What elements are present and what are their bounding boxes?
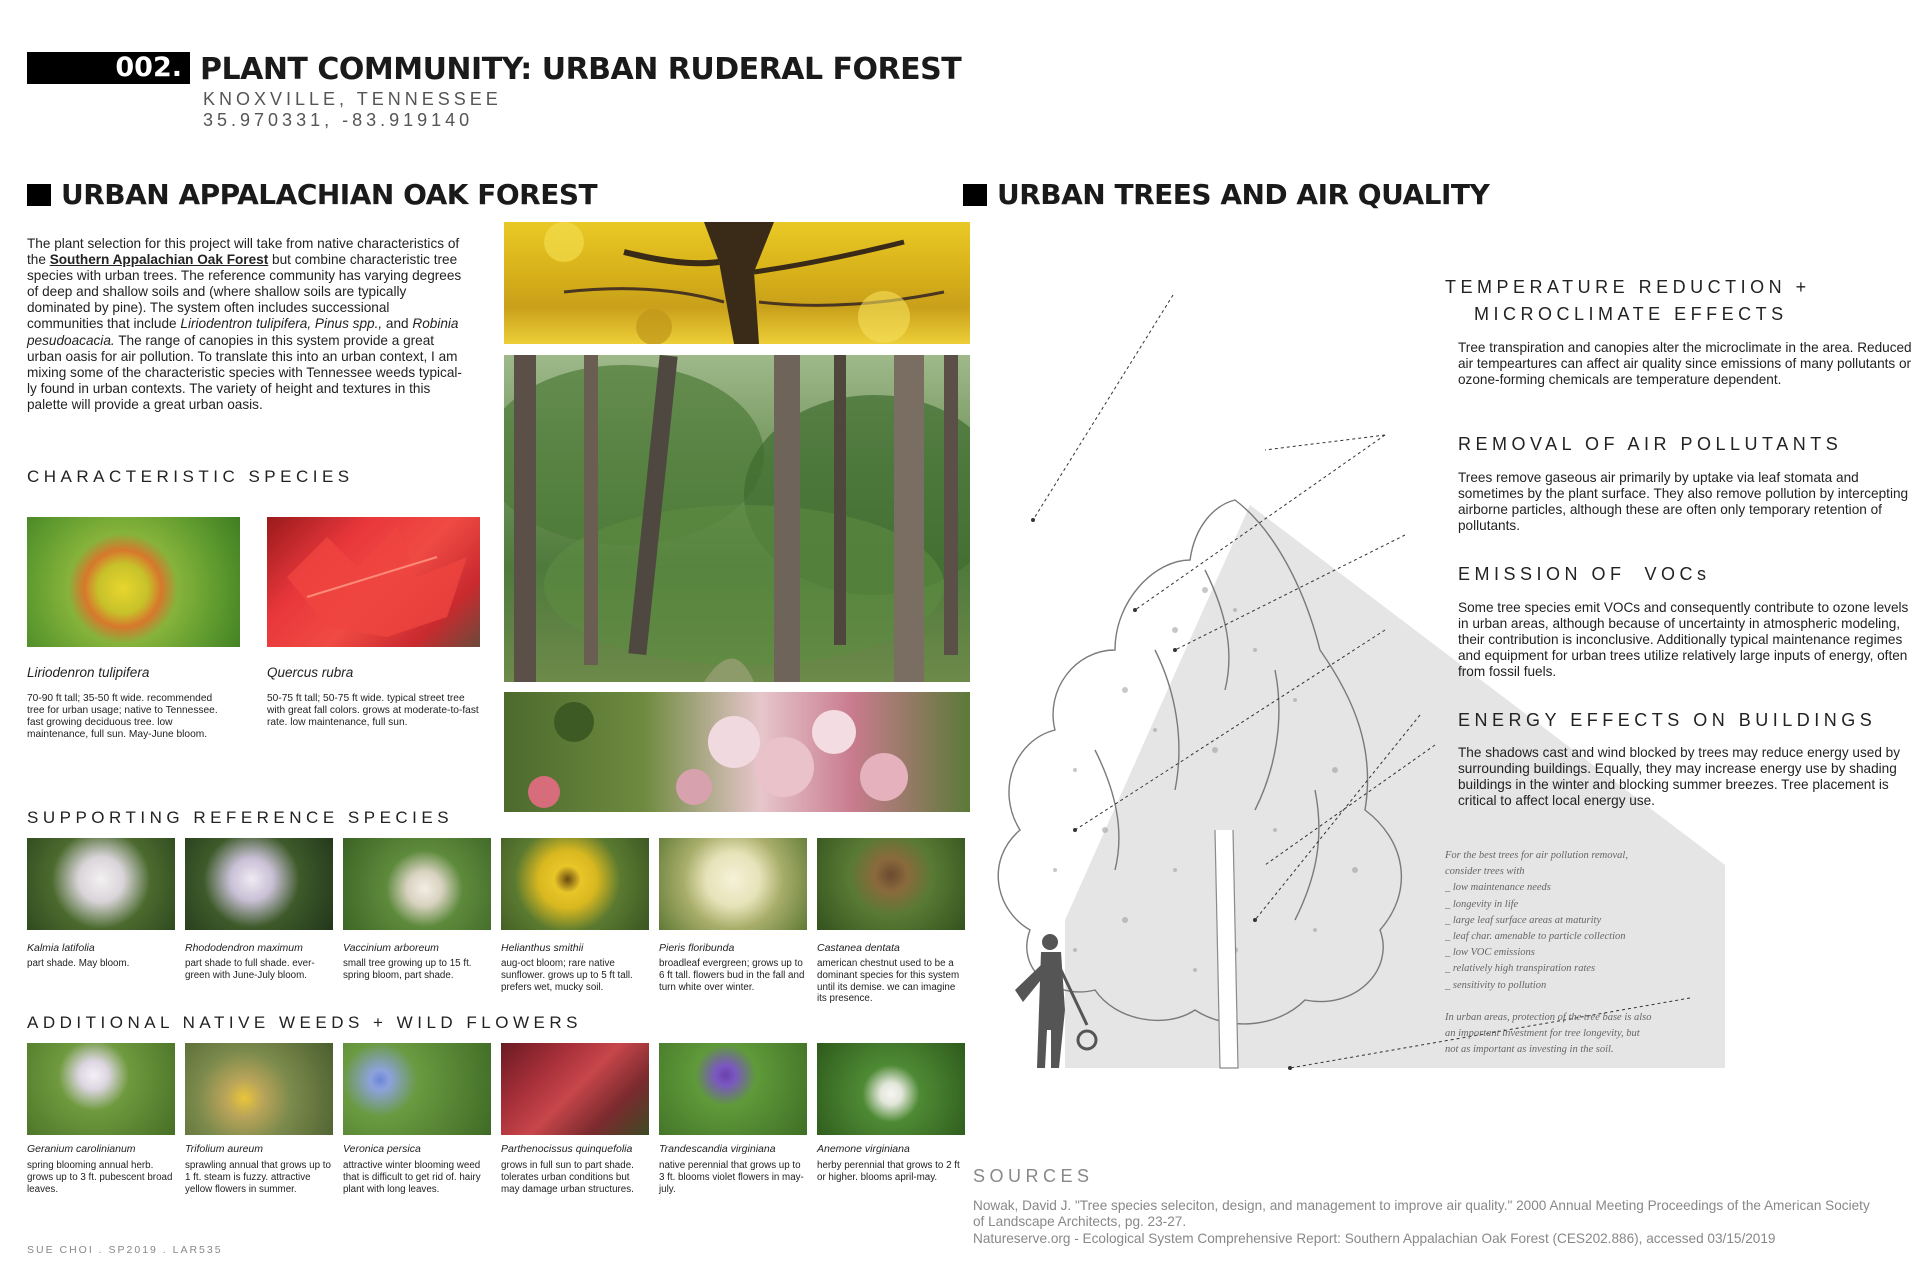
oak-forest-link[interactable]: Southern Appalachian Oak Forest — [49, 252, 269, 268]
species-description: part shade to full shade. evergreen with June-July bloom. — [185, 958, 315, 981]
characteristic-heading: CHARACTERISTIC SPECIES — [27, 467, 354, 486]
species-name: Kalmia latifolia — [27, 942, 95, 954]
yellow-canopy-photo — [504, 222, 970, 344]
note-line: not as important as investing in the soil. — [1445, 1044, 1614, 1056]
heading-square-icon — [963, 184, 987, 206]
tradescantia-photo — [659, 1043, 807, 1135]
rhododendron-photo — [185, 838, 333, 930]
geranium-photo — [27, 1043, 175, 1135]
species-description: grows in full sun to part shade. tolerates urban conditions but may damage urban structures. — [501, 1160, 634, 1195]
species-name: Liriodenron tulipifera — [27, 665, 150, 680]
species-description: herby perennial that grows to 2 ft or higher. blooms april-may. — [817, 1160, 960, 1183]
species-name: Helianthus smithii — [501, 942, 584, 954]
location-label: KNOXVILLE, TENNESSEE — [203, 89, 502, 109]
red-oak-photo — [267, 517, 480, 647]
species-description: attractive winter blooming weed that is difficult to get rid of. hairy plant with long leaves. — [343, 1160, 481, 1195]
weeds-heading: ADDITIONAL NATIVE WEEDS + WILD FLOWERS — [27, 1013, 582, 1032]
note-line: an important investment for tree longevity, but — [1445, 1028, 1640, 1040]
oak-forest-heading — [27, 178, 597, 212]
species-name: Rhododendron maximum — [185, 942, 303, 954]
note-line: _ large leaf surface areas at maturity — [1445, 914, 1602, 926]
effect-text: Tree transpiration and canopies alter the microclimate in the area. Reduced air tempeartures can affect air quality since emissions of many pollutants or ozone-forming chemicals are temperature dependent. — [1458, 340, 1912, 387]
tree-selection-note — [1445, 848, 1665, 1058]
intro-paragraph — [27, 236, 467, 413]
species-name: Geranium carolinianum — [27, 1143, 136, 1155]
intro-species-2: Robinia pesudoacacia. — [27, 316, 459, 348]
coordinates-label: 35.970331, -83.919140 — [203, 110, 474, 130]
forest-photo — [504, 355, 970, 682]
species-description: broadleaf evergreen; grows up to 6 ft tall. flowers bud in the fall and turn white over winter. — [659, 958, 805, 993]
species-name: Parthenocissus quinquefolia — [501, 1143, 633, 1155]
species-description: american chestnut used to be a dominant species for this system until its demise. we can imagine its presence. — [817, 958, 960, 1005]
kalmia-photo — [27, 838, 175, 930]
species-description: spring blooming annual herb. grows up to 3 ft. pubescent broad leaves. — [27, 1160, 173, 1195]
vaccinium-photo — [343, 838, 491, 930]
mountain-laurel-photo — [504, 692, 970, 812]
trifolium-photo — [185, 1043, 333, 1135]
note-line: _ low VOC emissions — [1445, 947, 1535, 959]
heading-square-icon — [27, 184, 51, 206]
tulip-tree-photo — [27, 517, 240, 647]
intro-text-3: and — [382, 316, 413, 332]
note-line: _ low maintenance needs — [1445, 882, 1551, 894]
sources-heading: SOURCES — [973, 1166, 1094, 1186]
intro-species-1: Liriodentron tulipifera, Pinus spp., — [180, 316, 383, 332]
intro-text-1: The plant selection for this project will take from native characteristics of the — [27, 236, 460, 268]
parthenocissus-photo — [501, 1043, 649, 1135]
effect-text: Trees remove gaseous air primarily by uptake via leaf stomata and sometimes by the plant surface. They also remove pollution by intercepting airborne particles, although these are often only temporary retention of pollutants. — [1458, 470, 1909, 533]
effect-text: Some tree species emit VOCs and consequently contribute to ozone levels in urban areas, although because of uncertainty in atmospheric modeling, their contribution is inconclusive. Additionally typical maintenance regimes and equipment for urban trees utilize relatively large inputs of energy, often from fossil fuels. — [1458, 600, 1909, 679]
species-name: Trifolium aureum — [185, 1143, 263, 1155]
air-quality-heading — [963, 178, 1489, 212]
species-description: native perennial that grows up to 3 ft. blooms violet flowers in may-july. — [659, 1160, 804, 1195]
page-title: PLANT COMMUNITY: URBAN RUDERAL FOREST — [200, 52, 962, 87]
supporting-heading: SUPPORTING REFERENCE SPECIES — [27, 808, 454, 827]
sheet-number: 002. — [115, 52, 182, 83]
species-description: small tree growing up to 15 ft. spring bloom, part shade. — [343, 958, 472, 981]
pieris-photo — [659, 838, 807, 930]
species-name: Castanea dentata — [817, 942, 900, 954]
intro-text-4: The range of canopies in this system provide a great urban oasis for air pollution. To translate this into an urban context, I am mixing some of the characteristic species with Tennessee weeds typically found in urban contexts. The variety of height and textures in this palette will provide a great urban oasis. — [27, 332, 462, 412]
species-name: Anemone virginiana — [817, 1143, 910, 1155]
source-citation: Nowak, David J. "Tree species seleciton, design, and management to improve air quality." 2000 Annual Meeting Proceedings of the American Society of Landscape Architects, pg. 23-27. — [973, 1198, 1870, 1229]
note-line: _ longevity in life — [1445, 898, 1519, 910]
species-name: Veronica persica — [343, 1143, 421, 1155]
species-description: 50-75 ft tall; 50-75 ft wide. typical street tree with great fall colors. grows at moderate-to-fast rate. low maintenance, full sun. — [267, 693, 479, 728]
oak-forest-heading-text: URBAN APPALACHIAN OAK FOREST — [61, 178, 598, 211]
note-spacer — [1445, 994, 1665, 1010]
note-line: _ sensitivity to pollution — [1445, 979, 1547, 991]
note-line: _ leaf char. amenable to particle collection — [1445, 931, 1626, 943]
sheet-number-badge — [27, 52, 190, 84]
castanea-photo — [817, 838, 965, 930]
anemone-photo — [817, 1043, 965, 1135]
species-description: sprawling annual that grows up to 1 ft. steam is fuzzy. attractive yellow flowers in summer. — [185, 1160, 331, 1195]
air-quality-heading-text: URBAN TREES AND AIR QUALITY — [997, 178, 1490, 211]
veronica-photo — [343, 1043, 491, 1135]
note-line: consider trees with — [1445, 866, 1525, 878]
effect-title: REMOVAL OF AIR POLLUTANTS — [1458, 434, 1843, 454]
note-line: _ relatively high transpiration rates — [1445, 963, 1596, 975]
species-description: part shade. May bloom. — [27, 958, 130, 969]
note-line: For the best trees for air pollution removal, — [1445, 850, 1628, 861]
source-citation: Natureserve.org - Ecological System Comprehensive Report: Southern Appalachian Oak Forest (CES202.886), accessed 03/15/2019 — [973, 1231, 1776, 1246]
species-name: Pieris floribunda — [659, 942, 735, 954]
species-description: aug-oct bloom; rare native sunflower. grows up to 5 ft tall. prefers wet, mucky soil. — [501, 958, 633, 993]
effect-title: EMISSION OF VOCs — [1458, 564, 1711, 584]
helianthus-photo — [501, 838, 649, 930]
effect-text: The shadows cast and wind blocked by trees may reduce energy used by surrounding buildings. Equally, they may increase energy use by shading buildings in the winter and blocking summer breezes. Tree placement is critical to affect local energy use. — [1458, 745, 1901, 808]
effect-title: TEMPERATURE REDUCTION + — [1445, 277, 1811, 297]
species-name: Trandescandia virginiana — [659, 1143, 776, 1155]
effect-title: ENERGY EFFECTS ON BUILDINGS — [1458, 710, 1877, 730]
author-footer: SUE CHOI . SP2019 . LAR535 — [27, 1244, 223, 1256]
species-name: Vaccinium arboreum — [343, 942, 439, 954]
species-description: 70-90 ft tall; 35-50 ft wide. recommended tree for urban usage; native to Tennessee. fast growing deciduous tree. low maintenance, full sun. May-June bloom. — [27, 693, 218, 740]
note-line: In urban areas, protection of the tree base is also — [1445, 1011, 1652, 1023]
species-name: Quercus rubra — [267, 665, 354, 680]
effect-title: MICROCLIMATE EFFECTS — [1474, 304, 1788, 324]
intro-text-2: but combine characteristic tree species with urban trees. The reference community has varying degrees of deep and shallow soils and (where shallow soils are typically dominated by pine). The system often includes successional communities that include — [27, 252, 462, 332]
